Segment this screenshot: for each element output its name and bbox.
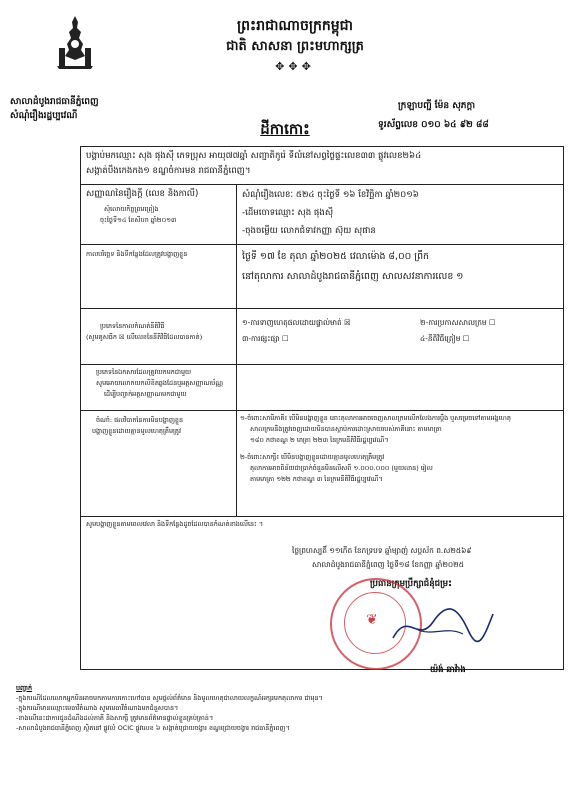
option-judgment[interactable]: ២-ការប្រកាសសាលក្រម ☐ xyxy=(420,318,496,327)
hearing-datetime: ថ្ងៃទី ១៧ ខែ តុលា ឆ្នាំ២០២៥ វេលាម៉ោង ៨,០០ ព្រឹក xyxy=(242,251,429,262)
hearing-location: នៅតុលាការ សាលាដំបូងរាជធានីភ្នំពេញ សាលសវនាការលេខ ១ xyxy=(242,271,464,282)
kingdom-title: ព្រះរាជាណាចក្រកម្ពុជា xyxy=(236,18,353,34)
date-lunar: ថ្ងៃព្រហស្បតិ៍ ១១កើត ខែភទ្របទ ឆ្នាំម្សាញ់ សប្តស័ក ព.ស២៥៦៩ xyxy=(292,546,472,555)
option-conciliation[interactable]: ៣-ការផ្សះផ្សា ☐ xyxy=(242,334,289,343)
procedure-type-sub: (សូមគូសធីក ☒ លើលេខនៃនីតិវិធីដែលបានកាត់) xyxy=(86,333,203,341)
handwritten-signature xyxy=(388,600,498,650)
documents-sub: សូមអោយលោកយកលិខិតឆ្លងដែនឬអត្តសញ្ញាណប័ណ្ណ xyxy=(96,379,224,387)
option-oral-argument[interactable]: ១-ការទាញហេតុផលដោយផ្ទាល់មាត់ ☒ xyxy=(242,318,351,327)
consequence-note-2: សាលក្រមនឹងត្រូវចេញដោយមិនបានស្តាប់ការដោះស្រាយរបស់ភាគីនោះ តាមមាត្រា xyxy=(250,425,442,433)
consequence-note-4: ២-ចំពោះសាក្សី៖ បើមិនបង្ហាញខ្លួនដោយគ្មានមូលហេតុត្រឹមត្រូវ xyxy=(240,453,385,461)
case-ref-label: សញ្ញាណនៃរឿងក្តី (លេខ និងកាលី) xyxy=(86,189,199,199)
consequences-sub: បង្ហាញខ្លួនដោយគ្មានមូលហេតុត្រឹមត្រូវ xyxy=(92,427,181,435)
consequence-note-6: តាមមាត្រា ១២២ កថាខណ្ឌ ៣ នៃក្រមនីតិវិធីរដ្ឋប្បវេណី។ xyxy=(250,475,383,483)
document-title: ដីកាកោះ xyxy=(260,120,310,138)
consequences-label: ចំណាំ: ផលវិបាកនៃការមិនបង្ហាញខ្លួន xyxy=(96,416,184,424)
defendant-line: -ចុងចម្លើយ លោកជំទាវកញ្ញា ស៊ុយ សុផាន xyxy=(242,226,376,236)
seal-emblem-icon: ❦ xyxy=(366,612,378,628)
decorative-ornament: ✥✥✥ xyxy=(275,60,315,73)
clerk-line: ក្រឡាបញ្ជី ម៉ែន សុភក្តា xyxy=(398,101,476,111)
case-ref-sub: សុំលោយកិច្ចព្រមព្រៀង xyxy=(104,205,159,213)
summons-intro: បង្គាប់មកឈ្មោះ សុង ផុងសុី ភេទប្រុស អាយុ៧៧ឆ្នាំ សញ្ជាតិកូរ៉េ ទីលំនៅសព្វថ្ងៃផ្ទះលេខ៣៣ ផ្លូវលេខ២៦៤ xyxy=(86,151,422,161)
consequence-note-5: តុលាការអាចពិន័យជាប្រាក់ចំនួនមិនលើសពី ១.០០០.០០០ (មួយលាន) រៀល xyxy=(250,464,433,472)
closing-instruction: សូមបង្ហាញខ្លួនតាមពេលវេលា និងទីកន្លែងដូចដែលបានកំណត់ខាងលើនេះ ។ xyxy=(86,520,264,528)
judge-name: យ៉ង់ ឆាវ៉ាង xyxy=(430,665,466,675)
consequence-note-1: ១-ចំពោះសាមីភាគី៖ បើមិនបង្ហាញខ្លួន នោះតុលាការអាចចេញសាលក្រមលើកលែងការប្តឹង ឬសម្រេចទៅតាមអង្គហេតុ xyxy=(240,414,511,422)
procedure-type-label: ប្រភេទនៃកាលកំណត់នីតិវិធី xyxy=(100,322,165,330)
signer-role: ប្រធានក្រុមប្រឹក្សាជំនុំជម្រះ xyxy=(370,579,452,589)
case-ref-sub2: ចុះថ្ងៃទី១៤ ខែសីហា ឆ្នាំ២០១៣ xyxy=(100,216,177,224)
plaintiff-line: -ដើមចោទឈ្មោះ សុង ផុងសុី xyxy=(242,208,334,218)
hearing-label: កាលបរិច្ឆេទ និងទីកន្លែងដែលត្រូវបង្ហាញខ្លួន xyxy=(86,250,188,258)
case-number: ទូរស័ព្ទលេខ ០១០ ៦៤ ៩២ ៨៨ xyxy=(378,120,489,130)
footer-note-4: -សាលាដំបូងរាជធានីភ្នំពេញ ស្ថិតនៅ ផ្លូវលំ OCIC ផ្លូវលេខ ៦ សង្កាត់ជ្រោយចង្វារ ខណ្ឌជ្រោយចង្វារ រាជធានីភ្នំពេញ។ xyxy=(16,724,290,732)
case-number-line: សំណុំរឿងលេខៈ ៥២៤ ចុះថ្ងៃទី ១៦ ខែវិច្ឆិកា ឆ្នាំ២០១៦ xyxy=(242,190,419,200)
footer-heading: បញ្ជាក់ xyxy=(16,684,33,692)
documents-label: ប្រភេទនៃឯកសារដែលត្រូវយកមកជាមួយ xyxy=(96,368,192,376)
national-motto: ជាតិ សាសនា ព្រះមហាក្សត្រ xyxy=(226,39,364,54)
court-name: សាលាដំបូងរាជធានីភ្នំពេញ xyxy=(10,97,99,107)
royal-emblem xyxy=(55,14,95,70)
option-preparation[interactable]: ៤-នីតិវិធីត្រៀម ☐ xyxy=(420,334,470,343)
footer-note-2: -ក្នុងករណីមានឈ្មោះមេធាវីតំណាង សូមមេធាវីតំណាងមកជំនួសបាន។ xyxy=(16,704,179,712)
consequence-note-3: ១៨០ កថាខណ្ឌ ២ មាត្រា ២២៣ នៃក្រមនីតិវិធីរដ្ឋប្បវេណី។ xyxy=(250,436,389,444)
footer-note-3: -ខាងលើនេះជាការជូនដំណឹងដល់ភាគី និងសាក្សី ត្រូវមានព័ត៌មានផ្ទាល់ខ្លួនគ្រប់គ្រាន់។ xyxy=(16,714,214,722)
documents-sub2: ដើម្បីបញ្ជាក់អត្តសញ្ញាណមកជាមួយ xyxy=(104,390,187,398)
date-solar: សាលាដំបូងរាជធានីភ្នំពេញ ថ្ងៃទី១៨ ខែកញ្ញា ឆ្នាំ២០២៥ xyxy=(312,560,464,569)
footer-note-1: -ក្នុងករណីដែលលោកអ្នកមិនអាចមកតាមការកោះហៅបាន សូមផ្តល់ព័ត៌មាន និងមូលហេតុជាលាយលក្ខណ៍អក្សរមកតុលាការ ជាមុន។ xyxy=(16,694,323,702)
summons-intro-line2: សង្កាត់បឹងកេងកង១ ខណ្ឌចំការមន រាជធានីភ្នំពេញ។ xyxy=(86,166,251,176)
court-office: សំណុំរឿងរដ្ឋប្បវេណី xyxy=(10,111,78,121)
